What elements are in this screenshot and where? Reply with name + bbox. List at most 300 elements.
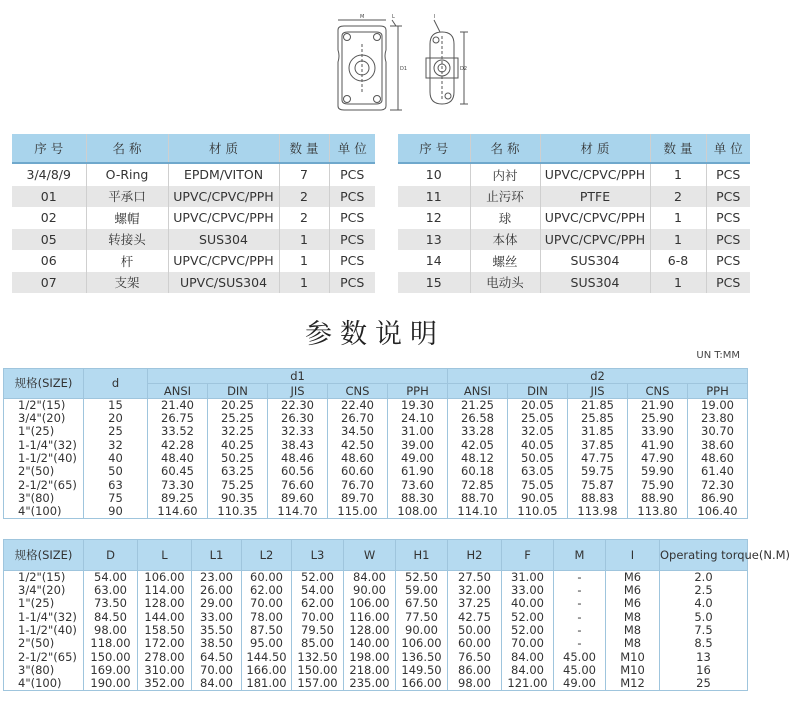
parts-cell: PCS [329,229,375,251]
spec-cell: 25.05 [508,412,568,425]
dim-cell: 84.00 [344,571,396,585]
dim-cell: 26.00 [192,584,242,597]
dim-row [4,677,748,691]
parts-cell: 10 [398,163,470,186]
dim-cell: 52.50 [396,571,448,585]
dim-cell: M12 [606,677,660,691]
dim-cell: 3"(80) [4,664,84,677]
parts-cell: PCS [329,186,375,208]
spec-cell: 25 [84,425,148,438]
d1-header: d1 [148,369,448,384]
spec-cell: 49.00 [388,452,448,465]
parts-row [398,207,750,229]
parts-cell: PCS [706,186,750,208]
dim-cell: M6 [606,571,660,585]
dim-header-cell: F [502,540,554,571]
dim-cell: 79.50 [292,624,344,637]
spec-row [4,465,748,478]
spec-cell: 72.85 [448,478,508,491]
spec-row [4,492,748,505]
spec-row [4,452,748,465]
parts-cell: 转接头 [86,229,168,251]
spec-cell: 40.05 [508,439,568,452]
spec-cell: 89.70 [328,492,388,505]
dim-cell: - [554,584,606,597]
spec-cell: 61.90 [388,465,448,478]
dim-cell: 90.00 [344,584,396,597]
parts-row [12,207,375,229]
spec-cell: 1-1/2"(40) [4,452,84,465]
dim-cell: 87.50 [242,624,292,637]
dim-cell: M10 [606,664,660,677]
spec-cell: 19.00 [688,399,748,413]
section-title: 参数说明 [305,319,445,350]
dim-cell: 144.50 [242,650,292,663]
dim-cell: 136.50 [396,650,448,663]
spec-cell: 40.25 [208,439,268,452]
dim-cell: 77.50 [396,611,448,624]
spec-cell: 42.28 [148,439,208,452]
dim-row [4,650,748,663]
spec-cell: 73.30 [148,478,208,491]
dim-cell: 84.00 [192,677,242,691]
spec-cell: 42.50 [328,439,388,452]
dim-cell: - [554,611,606,624]
parts-cell: 2 [279,207,329,229]
parts-cell: EPDM/VITON [168,163,279,186]
dim-cell: 60.00 [448,637,502,650]
spec-cell: 32 [84,439,148,452]
dim-cell: 33.00 [502,584,554,597]
dim-cell: 2.0 [660,571,748,585]
dim-row [4,611,748,624]
spec-cell: 26.30 [268,412,328,425]
dim-cell: 218.00 [344,664,396,677]
parts-header-cell: 单 位 [329,134,375,163]
spec-cell: 113.98 [568,505,628,519]
parts-cell: 止污环 [470,186,540,208]
dim-row [4,624,748,637]
dim-cell: 50.00 [448,624,502,637]
standard-header: PPH [388,384,448,399]
dim-cell: 140.00 [344,637,396,650]
spec-cell: 38.60 [688,439,748,452]
parts-cell: 平承口 [86,186,168,208]
spec-cell: 48.60 [328,452,388,465]
spec-cell: 25.90 [628,412,688,425]
spec-cell: 89.60 [268,492,328,505]
parts-header-row [12,134,375,163]
spec-cell: 113.80 [628,505,688,519]
spec-cell: 22.30 [268,399,328,413]
parts-cell: 1 [279,229,329,251]
spec-cell: 3/4"(20) [4,412,84,425]
parts-cell: 06 [12,250,86,272]
spec-row [4,505,748,519]
standard-header: JIS [268,384,328,399]
dim-header-cell: H1 [396,540,448,571]
spec-cell: 110.05 [508,505,568,519]
dim-cell: 4.0 [660,597,748,610]
spec-cell: 37.85 [568,439,628,452]
dim-row [4,584,748,597]
diagram-label-d1: D1 [400,66,408,72]
dim-cell: 166.00 [396,677,448,691]
dim-cell: - [554,624,606,637]
parts-cell: 3/4/8/9 [12,163,86,186]
dim-header-cell: Operating torque(N.M) [660,540,748,571]
parts-cell: UPVC/CPVC/PPH [540,163,650,186]
spec-row [4,425,748,438]
dim-header-cell: 规格(SIZE) [4,540,84,571]
spec-cell: 76.60 [268,478,328,491]
parts-cell: SUS304 [540,272,650,294]
unit-label: UN T:MM [696,350,740,361]
dim-cell: 128.00 [138,597,192,610]
dim-cell: 7.5 [660,624,748,637]
parts-cell: 本体 [470,229,540,251]
spec-cell: 2-1/2"(65) [4,478,84,491]
spec-cell: 90.35 [208,492,268,505]
spec-cell: 47.90 [628,452,688,465]
dim-cell: - [554,597,606,610]
spec-cell: 48.40 [148,452,208,465]
spec-cell: 72.30 [688,478,748,491]
spec-cell: 32.05 [508,425,568,438]
spec-cell: 60.45 [148,465,208,478]
parts-cell: 2 [650,186,706,208]
parts-cell: 1 [279,250,329,272]
dim-header-cell: L1 [192,540,242,571]
spec-cell: 20.05 [508,399,568,413]
standard-header: ANSI [448,384,508,399]
standard-header: CNS [328,384,388,399]
spec-cell: 75 [84,492,148,505]
dim-cell: 23.00 [192,571,242,585]
dim-cell: 198.00 [344,650,396,663]
dim-cell: 121.00 [502,677,554,691]
spec-cell: 59.75 [568,465,628,478]
spec-cell: 115.00 [328,505,388,519]
parts-cell: 14 [398,250,470,272]
dim-cell: 60.00 [242,571,292,585]
dim-cell: 85.00 [292,637,344,650]
spec-cell: 60.56 [268,465,328,478]
spec-cell: 88.70 [448,492,508,505]
spec-cell: 63.25 [208,465,268,478]
dim-cell: 98.00 [448,677,502,691]
spec-cell: 23.80 [688,412,748,425]
parts-cell: PCS [340,210,365,226]
diagram-label-i: I [434,14,436,20]
dim-cell: 181.00 [242,677,292,691]
spec-cell: 48.12 [448,452,508,465]
dim-cell: 13 [660,650,748,663]
dim-cell: 1"(25) [4,597,84,610]
spec-cell: 31.85 [568,425,628,438]
dim-cell: 64.50 [192,650,242,663]
spec-cell: 32.25 [208,425,268,438]
spec-cell: 114.10 [448,505,508,519]
dim-cell: 62.00 [292,597,344,610]
dim-cell: - [554,637,606,650]
spec-cell: 1/2"(15) [4,399,84,413]
parts-cell: PCS [716,253,741,269]
dimension-table [3,539,790,691]
spec-cell: 26.58 [448,412,508,425]
dim-cell: 106.00 [396,637,448,650]
spec-cell: 88.90 [628,492,688,505]
size-header: 规格(SIZE) [4,369,84,399]
parts-row [12,250,375,272]
spec-cell: 19.30 [388,399,448,413]
spec-cell: 2"(50) [4,465,84,478]
dim-cell: M6 [606,597,660,610]
spec-cell: 33.52 [148,425,208,438]
dim-header-cell: L3 [292,540,344,571]
dim-cell: 84.00 [502,664,554,677]
dim-cell: 70.00 [292,611,344,624]
spec-cell: 1-1/4"(32) [4,439,84,452]
spec-cell: 88.30 [388,492,448,505]
spec-cell: 114.70 [268,505,328,519]
parts-row [398,163,750,186]
dim-cell: 59.00 [396,584,448,597]
parts-row [12,229,375,251]
dim-cell: 95.00 [242,637,292,650]
spec-cell: 106.40 [688,505,748,519]
spec-cell: 50 [84,465,148,478]
spec-cell: 110.35 [208,505,268,519]
spec-cell: 90.05 [508,492,568,505]
dim-header-cell: W [344,540,396,571]
parts-row [398,186,750,208]
parts-cell: PCS [329,272,375,294]
spec-cell: 1"(25) [4,425,84,438]
spec-cell: 41.90 [628,439,688,452]
spec-cell: 25.85 [568,412,628,425]
parts-cell: 07 [12,272,86,294]
parts-row [12,163,375,186]
parts-header-cell: 序 号 [12,134,86,163]
dim-cell: 42.75 [448,611,502,624]
parts-cell: UPVC/CPVC/PPH [168,250,279,272]
parts-cell: 1 [650,272,706,294]
spec-cell: 108.00 [388,505,448,519]
dim-header-cell: I [606,540,660,571]
dim-cell: 86.00 [448,664,502,677]
spec-cell: 15 [84,399,148,413]
diagram-label-m: M [360,14,365,20]
parts-cell: 13 [398,229,470,251]
dim-cell: 37.25 [448,597,502,610]
standard-header: JIS [568,384,628,399]
spec-cell: 3"(80) [4,492,84,505]
parts-cell: 杆 [86,250,168,272]
dim-cell: 157.00 [292,677,344,691]
standard-header: DIN [508,384,568,399]
spec-cell: 21.40 [148,399,208,413]
spec-cell: 63 [84,478,148,491]
parts-cell: UPVC/CPVC/PPH [540,207,650,229]
parts-cell: 6-8 [650,250,706,272]
dim-cell: 1/2"(15) [4,571,84,585]
spec-cell: 33.28 [448,425,508,438]
spec-cell: 4"(100) [4,505,84,519]
parts-cell: PCS [340,167,365,183]
spec-cell: 32.33 [268,425,328,438]
spec-cell: 60.18 [448,465,508,478]
spec-cell: 31.00 [388,425,448,438]
dim-header-cell: D [84,540,138,571]
parts-cell: 15 [398,272,470,294]
parts-cell: PTFE [540,186,650,208]
dim-cell: M8 [606,611,660,624]
parts-header-cell: 数 量 [279,134,329,163]
standard-header: CNS [628,384,688,399]
parts-cell: 球 [470,207,540,229]
parts-header-cell: 材 质 [168,134,279,163]
parts-cell: 05 [12,229,86,251]
dim-cell: 33.00 [192,611,242,624]
dim-row [4,597,748,610]
parts-cell: UPVC/CPVC/PPH [540,229,650,251]
dim-cell: M8 [606,624,660,637]
dim-cell: 352.00 [138,677,192,691]
dim-cell: M8 [606,637,660,650]
dim-cell: 49.00 [554,677,606,691]
diagram-label-l: L [392,14,395,20]
dim-cell: 2"(50) [4,637,84,650]
dim-cell: 1-1/2"(40) [4,624,84,637]
dim-cell: 25 [660,677,748,691]
dim-cell: 235.00 [344,677,396,691]
d2-header: d2 [448,369,748,384]
parts-header-cell: 序 号 [398,134,470,163]
dim-cell: 31.00 [502,571,554,585]
parts-header-cell: 名 称 [470,134,540,163]
spec-cell: 38.43 [268,439,328,452]
spec-cell: 24.10 [388,412,448,425]
spec-cell: 76.70 [328,478,388,491]
spec-row [4,412,748,425]
spec-row [4,439,748,452]
standard-header: PPH [688,384,748,399]
dim-cell: 158.50 [138,624,192,637]
dim-cell: 8.5 [660,637,748,650]
spec-cell: 75.25 [208,478,268,491]
dim-cell: 32.00 [448,584,502,597]
parts-cell: 1 [650,207,706,229]
spec-cell: 48.46 [268,452,328,465]
parts-cell: 螺丝 [470,250,540,272]
spec-cell: 90 [84,505,148,519]
parts-cell: 1 [279,272,329,294]
dim-cell: 54.00 [84,571,138,585]
standard-header: ANSI [148,384,208,399]
dim-cell: 149.50 [396,664,448,677]
spec-cell: 61.40 [688,465,748,478]
dim-cell: 1-1/4"(32) [4,611,84,624]
parts-cell: 02 [12,207,86,229]
dim-cell: 150.00 [292,664,344,677]
d-header: d [84,369,148,399]
dim-cell: 5.0 [660,611,748,624]
spec-cell: 48.60 [688,452,748,465]
parts-header-cell: 材 质 [540,134,650,163]
dim-cell: M6 [606,584,660,597]
dim-row [4,571,748,585]
dim-cell: 73.50 [84,597,138,610]
dim-cell: 78.00 [242,611,292,624]
parts-cell: 内衬 [470,163,540,186]
dim-cell: 90.00 [396,624,448,637]
spec-row [4,399,748,413]
dim-cell: 70.00 [242,597,292,610]
flange-drawing [330,6,470,116]
dim-cell: 52.00 [502,624,554,637]
spec-cell: 26.70 [328,412,388,425]
spec-cell: 86.90 [688,492,748,505]
dim-cell: 190.00 [84,677,138,691]
dim-cell: 4"(100) [4,677,84,691]
parts-cell: 2 [279,186,329,208]
diagram-label-d2: D2 [460,66,468,72]
parts-header-row [398,134,750,163]
dim-cell: 67.50 [396,597,448,610]
dim-cell: 278.00 [138,650,192,663]
parts-table-left [12,134,375,293]
parts-header-cell: 数 量 [650,134,706,163]
parts-cell: 11 [398,186,470,208]
parts-cell: 电动头 [470,272,540,294]
spec-cell: 114.60 [148,505,208,519]
spec-cell: 60.60 [328,465,388,478]
dim-cell: 132.50 [292,650,344,663]
spec-cell: 34.50 [328,425,388,438]
spec-cell: 59.90 [628,465,688,478]
parts-row [12,186,375,208]
parts-table-right [398,134,750,293]
parts-row [398,272,750,294]
spec-cell: 88.83 [568,492,628,505]
parts-row [398,250,750,272]
dim-cell: 38.50 [192,637,242,650]
dim-cell: 118.00 [84,637,138,650]
spec-cell: 75.90 [628,478,688,491]
parts-row [12,272,375,294]
dim-cell: 84.50 [84,611,138,624]
dim-cell: 84.00 [502,650,554,663]
dim-cell: 54.00 [292,584,344,597]
dim-cell: 3/4"(20) [4,584,84,597]
spec-cell: 39.00 [388,439,448,452]
dim-cell: M10 [606,650,660,663]
parts-cell: 7 [279,163,329,186]
dim-cell: 2-1/2"(65) [4,650,84,663]
spec-cell: 33.90 [628,425,688,438]
dim-cell: 70.00 [192,664,242,677]
dim-cell: 40.00 [502,597,554,610]
parts-cell: 螺帽 [86,207,168,229]
parts-row [398,229,750,251]
parts-cell: PCS [706,229,750,251]
spec-cell: 73.60 [388,478,448,491]
standard-header: DIN [208,384,268,399]
dim-cell: 106.00 [138,571,192,585]
parts-header-cell: 单 位 [706,134,750,163]
spec-cell: 21.25 [448,399,508,413]
